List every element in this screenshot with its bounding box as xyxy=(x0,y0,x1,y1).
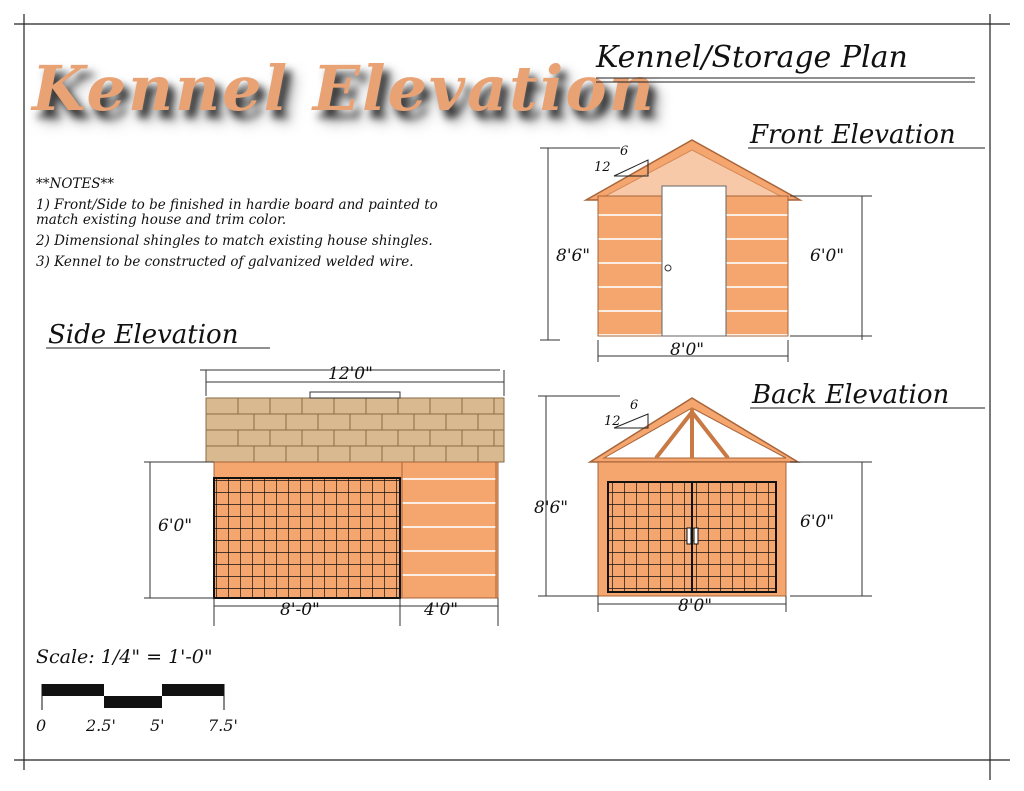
front-pitch-run: 12 xyxy=(594,160,611,175)
plan-title: Kennel/Storage Plan xyxy=(596,40,908,75)
side-kennel-wire xyxy=(214,478,400,598)
door-knob-icon xyxy=(665,265,671,271)
ridge-vent xyxy=(310,392,400,398)
front-wall-dim: 6'0" xyxy=(810,246,845,266)
notes-heading: **NOTES** xyxy=(36,176,114,192)
side-length-dim: 12'0" xyxy=(328,364,373,384)
back-elevation-title: Back Elevation xyxy=(752,380,950,410)
note-item: 3) Kennel to be constructed of galvanized welded wire. xyxy=(36,254,414,270)
note-item: match existing house and trim color. xyxy=(36,212,287,228)
gate-handle-icon xyxy=(687,528,691,544)
front-height-dim: 8'6" xyxy=(556,246,591,266)
side-storage-siding xyxy=(402,462,496,598)
note-item: 2) Dimensional shingles to match existing house shingles. xyxy=(36,233,433,249)
side-elevation-title: Side Elevation xyxy=(48,320,239,350)
scale-label: Scale: 1/4" = 1'-0" xyxy=(36,646,213,668)
back-height-dim: 8'6" xyxy=(534,498,569,518)
side-elevation xyxy=(144,370,504,626)
scale-tick: 0 xyxy=(36,716,47,735)
back-pitch-run: 12 xyxy=(604,414,621,429)
back-wall-dim: 6'0" xyxy=(800,512,835,532)
title-underlines xyxy=(46,78,985,408)
scale-tick: 5' xyxy=(150,716,165,735)
gate-handle-icon xyxy=(694,528,698,544)
side-wall-dim: 6'0" xyxy=(158,516,193,536)
page-title: Kennel Elevation xyxy=(32,52,656,125)
front-elevation-title: Front Elevation xyxy=(750,120,956,150)
back-width-dim: 8'0" xyxy=(678,596,713,616)
scale-bar xyxy=(42,684,224,710)
front-pitch-rise: 6 xyxy=(620,144,629,159)
note-item: 1) Front/Side to be finished in hardie board and painted to xyxy=(36,197,438,213)
back-elevation xyxy=(538,396,872,612)
scale-tick: 7.5' xyxy=(208,716,238,735)
scale-tick: 2.5' xyxy=(86,716,116,735)
side-kennel-dim: 8'-0" xyxy=(280,600,320,620)
front-width-dim: 8'0" xyxy=(670,340,705,360)
back-pitch-rise: 6 xyxy=(630,398,639,413)
side-storage-dim: 4'0" xyxy=(424,600,459,620)
front-door xyxy=(662,186,726,336)
